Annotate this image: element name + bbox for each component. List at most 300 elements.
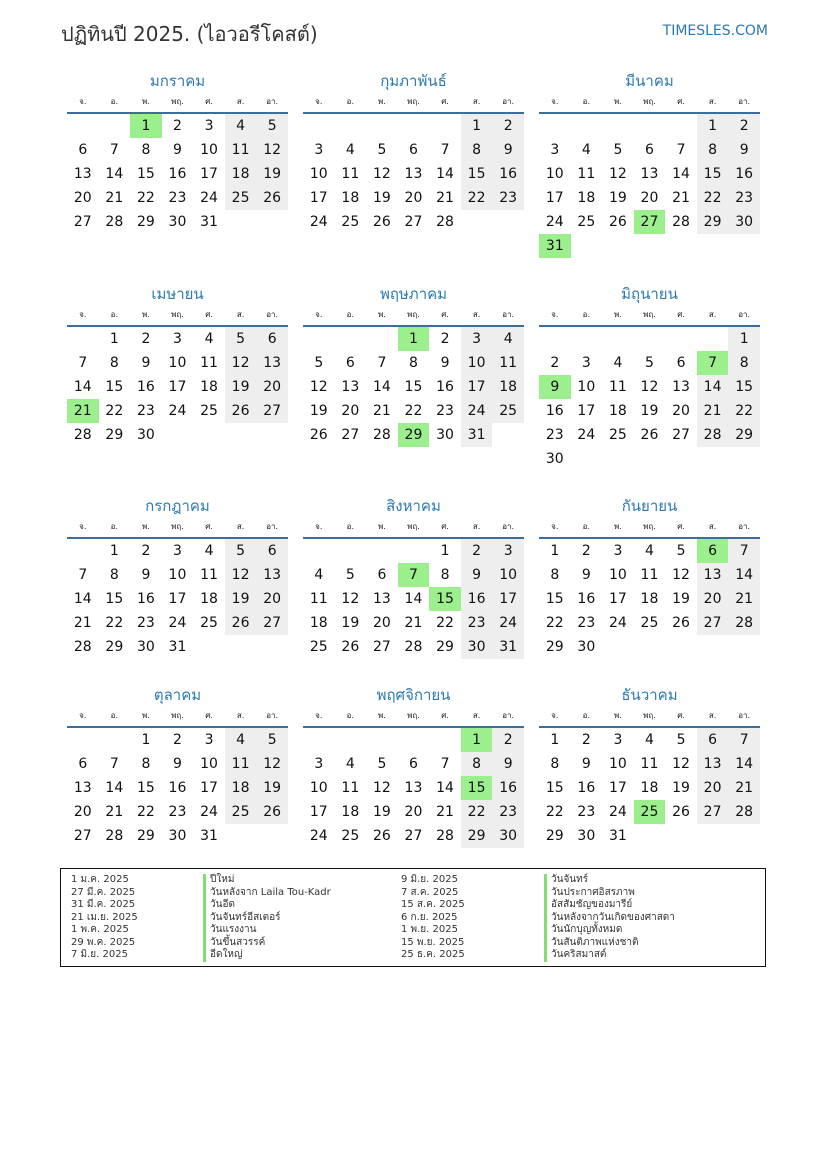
day-cell: 6 (645, 142, 654, 158)
holiday-day-cell: 27 (634, 210, 666, 234)
day-cell: 14 (73, 379, 92, 395)
empty-cell (398, 728, 430, 752)
day-cell: 10 (200, 756, 218, 772)
day-cell: 16 (168, 780, 187, 796)
holiday-day-cell: 9 (539, 375, 571, 399)
day-cell: 7 (440, 142, 450, 158)
empty-cell (366, 327, 398, 351)
day-cell: 19 (225, 587, 257, 611)
holiday-day-cell: 25 (634, 800, 666, 824)
day-cell: 29 (105, 427, 124, 443)
weekday-label: อา. (738, 522, 751, 531)
day-cell: 27 (697, 800, 729, 824)
day-cell: 29 (545, 828, 564, 844)
day-cell: 7 (440, 756, 450, 772)
day-cell: 19 (256, 776, 288, 800)
day-cell: 19 (309, 403, 328, 419)
day-cell: 4 (314, 567, 324, 583)
legend-date: 1 ม.ค. 2025 (71, 874, 129, 885)
day-cell: 25 (577, 214, 596, 230)
day-cell: 28 (73, 639, 92, 655)
day-cell: 25 (225, 800, 257, 824)
legend-date: 15 ส.ค. 2025 (401, 899, 465, 910)
day-cell: 3 (492, 539, 524, 563)
day-cell: 28 (728, 800, 760, 824)
empty-cell (398, 114, 430, 138)
day-cell: 13 (672, 379, 690, 395)
day-cell: 26 (341, 639, 360, 655)
holiday-day-cell: 6 (697, 539, 729, 563)
day-cell: 7 (728, 539, 760, 563)
day-cell: 16 (492, 776, 524, 800)
day-cell: 29 (136, 828, 155, 844)
day-cell: 31 (168, 639, 187, 655)
day-grid (303, 728, 524, 848)
day-cell: 16 (728, 162, 760, 186)
day-cell: 18 (200, 591, 218, 607)
day-cell: 7 (109, 756, 119, 772)
holiday-day-cell: 7 (398, 563, 430, 587)
day-cell: 1 (728, 327, 760, 351)
day-cell: 21 (105, 804, 124, 820)
day-cell: 24 (309, 214, 328, 230)
weekday-label: ศ. (205, 711, 213, 720)
day-cell: 26 (256, 800, 288, 824)
day-cell: 28 (728, 611, 760, 635)
day-cell: 1 (697, 114, 729, 138)
day-cell: 20 (73, 190, 92, 206)
day-cell: 2 (141, 331, 151, 347)
day-cell: 4 (345, 756, 355, 772)
day-cell: 2 (581, 732, 591, 748)
day-cell: 20 (672, 403, 690, 419)
day-cell: 5 (676, 732, 686, 748)
weekday-label: พฤ. (407, 97, 420, 106)
day-cell: 24 (608, 615, 627, 631)
month-name: กันยายน (621, 497, 678, 515)
month-block (67, 283, 288, 447)
day-cell: 17 (461, 375, 493, 399)
day-cell: 23 (168, 804, 187, 820)
day-cell: 26 (256, 186, 288, 210)
day-cell: 2 (141, 543, 151, 559)
month-block (67, 495, 288, 659)
weekday-label: อ. (110, 522, 119, 531)
empty-cell (665, 327, 697, 351)
weekday-label: พ. (377, 310, 386, 319)
day-cell: 29 (105, 639, 124, 655)
day-cell: 22 (545, 615, 564, 631)
day-cell: 8 (141, 142, 151, 158)
day-cell: 23 (728, 186, 760, 210)
day-cell: 10 (608, 567, 627, 583)
day-cell: 5 (225, 327, 257, 351)
day-cell: 4 (225, 728, 257, 752)
day-cell: 17 (309, 804, 328, 820)
day-cell: 16 (136, 591, 155, 607)
day-cell: 10 (168, 355, 187, 371)
day-cell: 23 (577, 804, 596, 820)
day-cell: 23 (436, 403, 454, 419)
day-cell: 15 (545, 591, 564, 607)
day-cell: 12 (341, 591, 360, 607)
empty-cell (571, 114, 603, 138)
day-cell: 3 (314, 756, 324, 772)
day-cell: 20 (640, 190, 659, 206)
day-cell: 27 (672, 427, 690, 443)
day-cell: 9 (492, 752, 524, 776)
day-cell: 17 (200, 780, 218, 796)
legend-holiday-name: วันประกาศอิสรภาพ (544, 887, 675, 900)
empty-cell (335, 728, 367, 752)
day-cell: 21 (73, 615, 92, 631)
day-cell: 2 (492, 114, 524, 138)
day-cell: 22 (105, 403, 124, 419)
empty-cell (303, 114, 335, 138)
empty-cell (539, 327, 571, 351)
day-cell: 1 (550, 732, 560, 748)
day-cell: 17 (577, 403, 596, 419)
day-cell: 21 (697, 399, 729, 423)
weekday-label: ส. (236, 310, 245, 319)
day-cell: 3 (613, 732, 623, 748)
day-cell: 9 (581, 567, 591, 583)
day-cell: 19 (672, 780, 690, 796)
weekday-label: จ. (79, 310, 87, 319)
legend-holiday-name: วันหลังจาก Laila Tou-Kadr (203, 887, 331, 900)
day-cell: 17 (608, 780, 627, 796)
day-cell: 21 (372, 403, 391, 419)
weekday-label: อ. (110, 97, 119, 106)
day-cell: 14 (105, 166, 124, 182)
day-cell: 12 (225, 351, 257, 375)
empty-cell (429, 728, 461, 752)
day-cell: 22 (461, 800, 493, 824)
day-cell: 28 (436, 214, 454, 230)
weekday-label: อ. (582, 522, 591, 531)
weekday-label: ศ. (205, 97, 213, 106)
day-cell: 10 (608, 756, 627, 772)
legend-date: 1 พ.ย. 2025 (401, 924, 458, 935)
month-name: ธันวาคม (621, 686, 678, 704)
empty-cell (335, 539, 367, 563)
weekday-label: ศ. (677, 310, 685, 319)
legend-date: 6 ก.ย. 2025 (401, 911, 458, 923)
day-cell: 4 (345, 142, 355, 158)
holiday-day-cell: 15 (429, 587, 461, 611)
month-block (67, 70, 288, 234)
day-cell: 15 (697, 162, 729, 186)
legend-dates-column-1 (71, 874, 138, 962)
legend-names-column-1 (203, 874, 331, 962)
day-cell: 12 (672, 756, 690, 772)
day-cell: 3 (204, 118, 214, 134)
month-block (539, 684, 760, 848)
legend-date: 29 พ.ค. 2025 (71, 936, 136, 948)
weekday-label: ส. (472, 97, 481, 106)
day-cell: 10 (200, 142, 218, 158)
day-cell: 26 (672, 615, 690, 631)
month-name: พฤศจิกายน (376, 686, 451, 704)
day-cell: 14 (372, 379, 391, 395)
day-grid (303, 327, 524, 447)
day-grid (67, 114, 288, 234)
day-cell: 21 (728, 776, 760, 800)
day-cell: 13 (372, 591, 391, 607)
day-grid (539, 728, 760, 848)
day-cell: 14 (73, 591, 92, 607)
day-cell: 9 (461, 563, 493, 587)
month-block (303, 70, 524, 234)
day-cell: 20 (697, 776, 729, 800)
day-cell: 3 (204, 732, 214, 748)
weekday-label: พฤ. (171, 310, 184, 319)
day-cell: 17 (545, 190, 564, 206)
holiday-day-cell: 7 (697, 351, 729, 375)
day-cell: 16 (492, 162, 524, 186)
day-cell: 3 (550, 142, 560, 158)
day-cell: 12 (672, 567, 690, 583)
day-cell: 15 (136, 780, 155, 796)
day-cell: 26 (640, 427, 659, 443)
month-name: มีนาคม (625, 72, 674, 90)
day-cell: 23 (545, 427, 564, 443)
empty-cell (634, 114, 666, 138)
day-cell: 31 (492, 635, 524, 659)
day-cell: 21 (672, 190, 690, 206)
day-cell: 14 (672, 166, 690, 182)
weekday-label: อ. (110, 310, 119, 319)
day-cell: 14 (728, 752, 760, 776)
day-cell: 2 (728, 114, 760, 138)
weekday-label: อา. (266, 711, 279, 720)
day-cell: 22 (404, 403, 423, 419)
day-cell: 11 (640, 756, 659, 772)
day-cell: 1 (550, 543, 560, 559)
legend-date: 27 มี.ค. 2025 (71, 886, 136, 898)
day-cell: 14 (105, 780, 124, 796)
day-cell: 30 (577, 828, 596, 844)
weekday-label: อ. (582, 97, 591, 106)
weekday-label: พฤ. (407, 522, 420, 531)
day-cell: 24 (168, 403, 187, 419)
day-cell: 25 (341, 828, 360, 844)
weekday-label: พ. (141, 711, 150, 720)
day-cell: 5 (645, 355, 654, 371)
day-cell: 2 (173, 732, 182, 748)
day-cell: 17 (168, 591, 187, 607)
day-cell: 5 (377, 756, 387, 772)
month-block (539, 70, 760, 258)
weekday-label: ศ. (677, 522, 685, 531)
day-cell: 28 (436, 828, 454, 844)
day-cell: 7 (728, 728, 760, 752)
day-cell: 24 (200, 804, 218, 820)
day-cell: 15 (105, 591, 124, 607)
weekday-label: อา. (266, 522, 279, 531)
day-cell: 8 (109, 567, 119, 583)
weekday-label: จ. (79, 97, 87, 106)
day-cell: 21 (436, 190, 454, 206)
empty-cell (366, 539, 398, 563)
day-cell: 1 (109, 331, 119, 347)
weekday-label: จ. (551, 711, 559, 720)
day-cell: 6 (78, 756, 88, 772)
legend-date: 31 มี.ค. 2025 (71, 899, 136, 910)
day-cell: 14 (436, 166, 454, 182)
legend-names-column-2 (544, 874, 675, 962)
day-cell: 6 (697, 728, 729, 752)
weekday-label: จ. (315, 310, 323, 319)
weekday-label: พฤ. (643, 711, 656, 720)
day-cell: 24 (200, 190, 218, 206)
day-cell: 9 (440, 355, 450, 371)
weekday-label: จ. (551, 97, 559, 106)
weekday-label: พ. (613, 97, 622, 106)
day-cell: 15 (105, 379, 124, 395)
month-name: เมษายน (151, 285, 204, 303)
day-cell: 3 (461, 327, 493, 351)
weekday-label: ศ. (441, 522, 449, 531)
day-cell: 30 (436, 427, 454, 443)
day-cell: 22 (728, 399, 760, 423)
day-cell: 12 (640, 379, 659, 395)
day-cell: 22 (436, 615, 454, 631)
day-cell: 11 (225, 752, 257, 776)
day-cell: 23 (492, 186, 524, 210)
day-cell: 11 (200, 567, 218, 583)
day-cell: 18 (492, 375, 524, 399)
day-cell: 11 (200, 355, 218, 371)
day-cell: 6 (676, 355, 686, 371)
day-cell: 6 (256, 539, 288, 563)
day-cell: 19 (341, 615, 360, 631)
weekday-label: อ. (346, 711, 355, 720)
weekday-label: ส. (708, 711, 717, 720)
day-cell: 6 (409, 756, 418, 772)
holiday-day-cell: 1 (398, 327, 430, 351)
weekday-label: ส. (236, 97, 245, 106)
day-cell: 22 (545, 804, 564, 820)
holiday-day-cell: 29 (398, 423, 430, 447)
day-cell: 22 (697, 186, 729, 210)
weekday-label: จ. (551, 522, 559, 531)
weekday-label: พ. (613, 711, 622, 720)
holiday-day-cell: 21 (67, 399, 99, 423)
day-cell: 10 (492, 563, 524, 587)
day-cell: 9 (728, 138, 760, 162)
weekday-label: จ. (551, 310, 559, 319)
day-cell: 12 (372, 780, 391, 796)
day-cell: 3 (613, 543, 623, 559)
day-cell: 27 (404, 828, 423, 844)
day-cell: 13 (697, 563, 729, 587)
day-cell: 30 (577, 639, 596, 655)
day-cell: 27 (73, 828, 92, 844)
day-cell: 27 (372, 639, 391, 655)
day-cell: 17 (608, 591, 627, 607)
day-cell: 12 (225, 563, 257, 587)
weekday-header (303, 92, 524, 114)
weekday-label: อา. (502, 97, 515, 106)
weekday-label: อา. (502, 310, 515, 319)
day-cell: 19 (608, 190, 627, 206)
day-cell: 27 (404, 214, 423, 230)
day-cell: 13 (404, 780, 423, 796)
day-cell: 5 (613, 142, 623, 158)
brand-link[interactable]: TIMESLES.COM (662, 23, 768, 39)
day-cell: 11 (309, 591, 328, 607)
day-cell: 13 (256, 563, 288, 587)
day-cell: 11 (341, 166, 360, 182)
day-cell: 5 (345, 567, 355, 583)
day-cell: 24 (608, 804, 627, 820)
legend-date: 7 มิ.ย. 2025 (71, 949, 128, 960)
day-cell: 26 (608, 214, 627, 230)
day-cell: 16 (545, 403, 564, 419)
day-cell: 5 (377, 142, 387, 158)
day-cell: 22 (461, 186, 493, 210)
day-cell: 31 (200, 214, 218, 230)
weekday-label: ส. (708, 522, 717, 531)
month-name: มิถุนายน (621, 285, 678, 303)
day-cell: 21 (404, 615, 423, 631)
day-cell: 10 (309, 780, 328, 796)
empty-cell (602, 327, 634, 351)
day-cell: 7 (676, 142, 686, 158)
day-cell: 26 (225, 399, 257, 423)
day-cell: 13 (341, 379, 360, 395)
weekday-header (539, 305, 760, 327)
weekday-label: จ. (315, 522, 323, 531)
weekday-header (67, 305, 288, 327)
day-cell: 4 (204, 543, 214, 559)
weekday-label: จ. (315, 97, 323, 106)
weekday-label: จ. (79, 711, 87, 720)
legend-date: 9 มิ.ย. 2025 (401, 874, 458, 885)
weekday-label: พ. (377, 97, 386, 106)
day-cell: 23 (168, 190, 187, 206)
day-cell: 11 (608, 379, 627, 395)
day-cell: 19 (372, 190, 391, 206)
weekday-label: ส. (472, 522, 481, 531)
empty-cell (67, 114, 99, 138)
day-cell: 12 (256, 138, 288, 162)
day-cell: 20 (256, 587, 288, 611)
legend-holiday-name: วันจันทร์ (544, 874, 675, 887)
day-cell: 8 (550, 567, 560, 583)
day-cell: 10 (577, 379, 596, 395)
day-cell: 16 (577, 780, 596, 796)
day-cell: 25 (200, 403, 218, 419)
day-cell: 14 (404, 591, 423, 607)
weekday-label: พฤ. (407, 711, 420, 720)
weekday-label: ศ. (441, 711, 449, 720)
day-cell: 1 (109, 543, 119, 559)
day-cell: 30 (168, 828, 187, 844)
day-cell: 27 (341, 427, 360, 443)
weekday-header (67, 92, 288, 114)
day-cell: 9 (141, 567, 151, 583)
day-cell: 26 (672, 804, 690, 820)
day-cell: 28 (105, 828, 124, 844)
day-cell: 23 (136, 615, 155, 631)
weekday-label: จ. (315, 711, 323, 720)
day-cell: 29 (545, 639, 564, 655)
day-grid (539, 327, 760, 471)
day-cell: 21 (728, 587, 760, 611)
month-name: พฤษภาคม (379, 285, 448, 303)
